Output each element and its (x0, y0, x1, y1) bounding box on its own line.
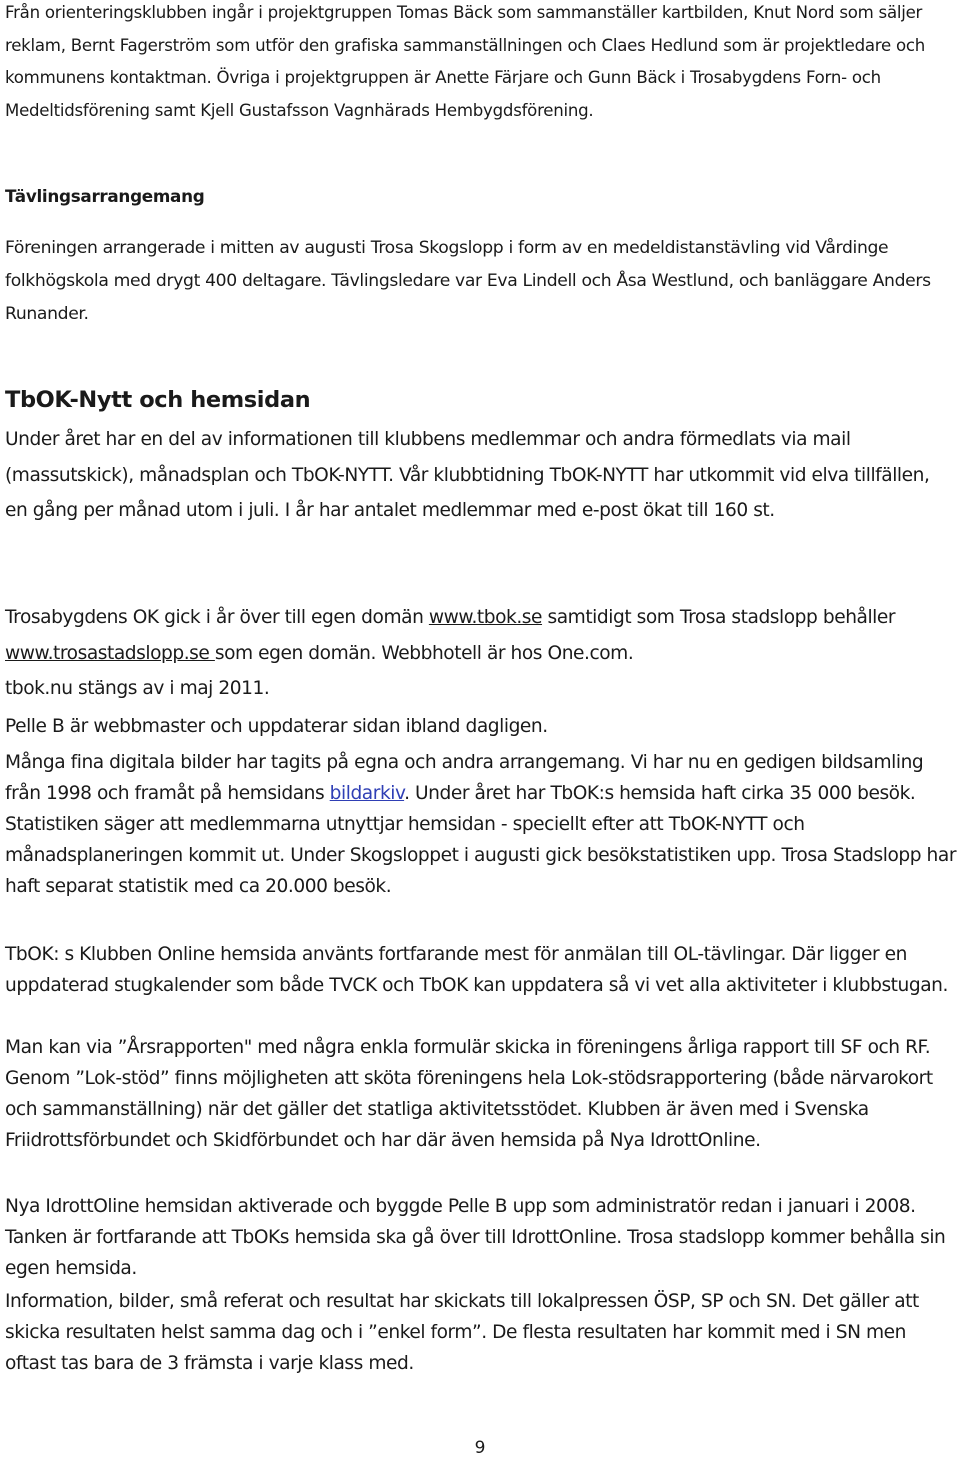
press-paragraph: Information, bilder, små referat och resultat har skickats till lokalpressen ÖSP, SP och SN. Det gäller att skicka resultaten helst samma dag och i ”enkel form”. De flesta resultaten har kommit med i SN men oftast tas bara de 3 främsta i varje klass med. (5, 1291, 919, 1374)
photos-paragraph (5, 747, 957, 902)
webmaster-paragraph: Pelle B är webbmaster och uppdaterar sidan ibland dagligen. (5, 716, 548, 737)
tbok-link[interactable]: www.tbok.se (428, 607, 543, 628)
domain-text-c: som egen domän. Webbhotell är hos One.com. (214, 642, 634, 664)
idrottonline-paragraph: Nya IdrottOline hemsidan aktiverade och byggde Pelle B upp som administratör redan i januari i 2008. Tanken är fortfarande att TbOKs hemsida ska gå över till IdrottOnline. Trosa stadslopp kommer behålla sin egen hemsida. (5, 1196, 946, 1279)
arsrapport-paragraph: Man kan via ”Årsrapporten" med några enkla formulär skicka in föreningens årliga rapport till SF och RF. Genom ”Lok-stöd” finns möjligheten att sköta föreningens hela Lok-stödsrapportering (både närvarokort och sammanställning) när det gäller det statliga aktivitetsstödet. Klubben är även med i Svenska Friidrottsförbundet och Skidförbundet och har där även hemsida på Nya IdrottOnline. (5, 1037, 933, 1151)
trosastadslopp-link[interactable]: www.trosastadslopp.se (5, 642, 215, 664)
intro-paragraph: Från orienteringsklubben ingår i projektgruppen Tomas Bäck som sammanställer kartbilden, Knut Nord som säljer reklam, Bernt Fagerström som utför den grafiska sammanställningen och Claes Hedlund som är projektledare och kommunens kontaktman. Övriga i projektgruppen är Anette Färjare och Gunn Bäck i Trosabygdens Forn- och Medeltidsförening samt Kjell Gustafsson Vagnhärads Hembygdsförening. (5, 3, 926, 120)
competition-paragraph: Föreningen arrangerade i mitten av augusti Trosa Skogslopp i form av en medeldistanstävling vid Vårdinge folkhögskola med drygt 400 deltagare. Tävlingsledare var Eva Lindell och Åsa Westlund, och banläggare Anders Runander. (5, 238, 931, 324)
photos-text-b: . Under året har TbOK:s hemsida haft cirka 35 000 besök. Statistiken säger att medlemmarna utnyttjar hemsidan - speciellt efter att TbOK-NYTT och månadsplaneringen kommit ut. Under Skogsloppet i augusti gick besökstatistiken upp. Trosa Stadslopp har haft separat statistik med ca 20.000 besök. (5, 783, 957, 897)
domain-text-d: tbok.nu stängs av i maj 2011. (5, 678, 270, 699)
bildarkiv-link[interactable]: bildarkiv (329, 783, 405, 804)
page-number: 9 (474, 1438, 486, 1458)
photos-text-a: Många fina digitala bilder har tagits på egna och andra arrangemang. Vi har nu en gedigen bildsamling från 1998 och framåt på hemsidans (5, 752, 924, 804)
klubben-online-paragraph: TbOK: s Klubben Online hemsida använts fortfarande mest för anmälan till OL-tävlingar. Där ligger en uppdaterad stugkalender som både TVCK och TbOK kan uppdatera så vi vet alla aktiviteter i klubbstugan. (5, 944, 948, 996)
newsletter-paragraph: Under året har en del av informationen till klubbens medlemmar och andra förmedlats via mail (massutskick), månadsplan och TbOK-NYTT. Vår klubbtidning TbOK-NYTT har utkommit vid elva tillfällen, en gång per månad utom i juli. I år har antalet medlemmar med e-post ökat till 160 st. (5, 429, 930, 521)
domain-paragraph (5, 600, 957, 707)
domain-text-b: samtidigt som Trosa stadslopp behåller (542, 607, 896, 628)
domain-text-a: Trosabygdens OK gick i år över till egen domän (5, 607, 429, 628)
website-heading: TbOK-Nytt och hemsidan (5, 387, 311, 413)
competition-heading: Tävlingsarrangemang (5, 186, 205, 206)
